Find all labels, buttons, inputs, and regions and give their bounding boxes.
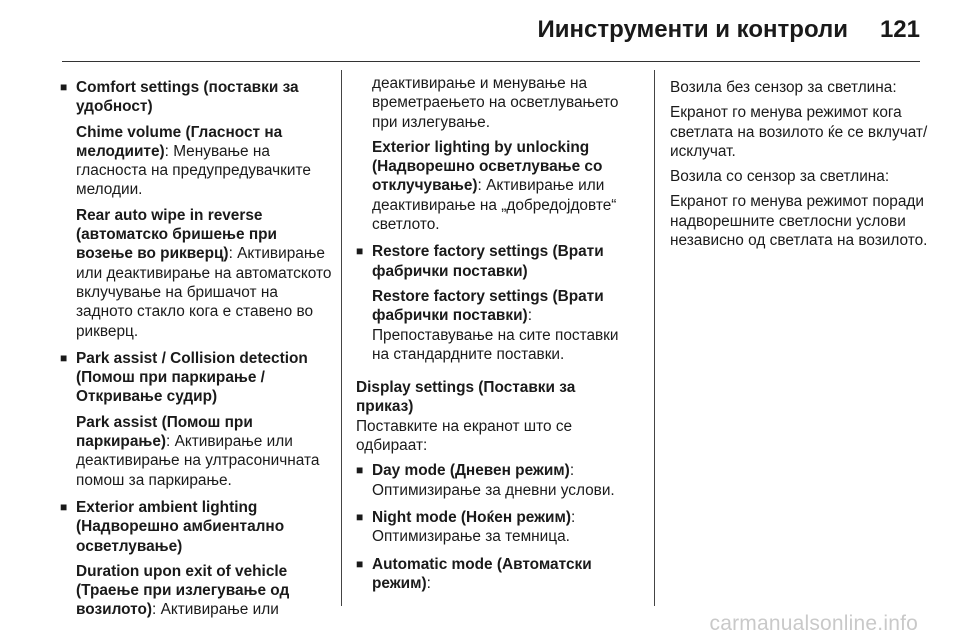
rear-wipe-entry [76,206,332,341]
restore-factory-text: : Препоставување на сите поставки на стандардните поставки. [372,307,619,363]
list-item-automatic-mode [356,555,628,594]
park-assist-entry [76,413,332,490]
column-divider-2 [654,70,655,606]
bullet-icon: ■ [356,463,364,478]
restore-factory-entry [372,287,628,364]
page-header-title: Иинструменти и контроли [537,16,848,43]
duration-title: Duration upon exit of vehicle (Траење при излегување од возилото) [76,562,290,619]
paragraph-with-sensor: Возила со сензор за светлина: [670,168,890,186]
paragraph-no-sensor-text: Екранот го менува режимот кога светлата на возилото ќе се вклучат/исклучат. [670,104,928,160]
page-number: 121 [879,16,920,43]
text-column-2 [356,74,628,601]
chime-volume-title: Chime volume (Гласност на мелодиите) [76,123,283,160]
rear-wipe-title: Rear auto wipe in reverse (автоматско бришење при возење во рикверц) [76,206,277,263]
list-item-day-mode [356,461,628,500]
automatic-mode-title: Automatic mode (Автоматски режим) [372,555,592,592]
display-settings-text: Поставките на екранот што се одбираат: [356,417,573,455]
list-item-park-assist [60,349,332,490]
park-assist-sub-title: Park assist (Помош при паркирање) [76,413,253,451]
column-divider-1 [341,70,342,606]
text-column-3 [670,78,932,256]
unlock-lighting-title: Exterior lighting by unlocking (Надворешно осветлување со отклучување) [372,138,603,195]
list-item-restore-factory [356,242,628,364]
park-assist-title: Park assist / Collision detection (Помош при паркирање / Откривање судир) [76,349,308,406]
header-rule [62,61,920,62]
restore-factory-title: Restore factory settings (Врати фабрички поставки) [372,243,604,280]
park-assist-text: : Активирање или деактивирање на ултрасоничната помош за паркирање. [76,433,320,489]
chime-volume-entry [76,123,332,200]
list-item-night-mode [356,508,628,547]
bullet-icon: ■ [60,350,68,365]
display-settings-title: Display settings (Поставки за приказ) [356,379,576,416]
automatic-mode-text: : [426,574,431,592]
unlock-lighting-entry [372,138,628,234]
chime-volume-text: : Менување на гласноста на предупредувачките мелодии. [76,142,311,199]
duration-text: : Активирање или [152,601,279,619]
watermark: carmanualsonline.info [709,612,918,635]
rear-wipe-text: : Активирање или деактивирање на автоматското вклучување на бришачот на задното стакло кога е ставено во рикверц. [76,245,332,340]
day-mode-text: : Оптимизирање за дневни услови. [372,462,615,499]
bullet-icon: ■ [60,80,68,94]
paragraph-no-sensor: Возила без сензор за светлина: [670,79,897,96]
list-item-comfort [60,78,332,341]
bullet-icon: ■ [356,244,364,259]
paragraph-with-sensor-text: Екранот го менува режимот поради надворешните светлосни услови независно од светлата на возилото. [670,193,928,250]
night-mode-title: Night mode (Ноќен режим) [372,508,572,526]
night-mode-text: : Оптимизирање за темница. [372,508,576,546]
list-item-ambient-lighting [60,498,332,620]
continued-text: деактивирање и менување на времетраењето на осветлувањето при излегување. [372,75,619,131]
duration-entry [76,562,332,620]
restore-factory-sub-title: Restore factory settings (Врати фабрички поставки) [372,287,604,325]
unlock-lighting-text: : Активирање или деактивирање на „добредојдовте“ светлото. [372,177,617,234]
display-settings-section [356,378,628,593]
day-mode-title: Day mode (Дневен режим) [372,462,570,480]
bullet-icon: ■ [60,499,68,514]
comfort-settings-title: Comfort settings (поставки за удобност) [76,79,299,116]
ambient-lighting-title: Exterior ambient lighting (Надворешно амбиентално осветлување) [76,498,285,555]
continued-block [356,74,628,234]
bullet-icon: ■ [356,556,364,571]
text-column-1 [60,78,332,628]
bullet-icon: ■ [356,509,364,524]
